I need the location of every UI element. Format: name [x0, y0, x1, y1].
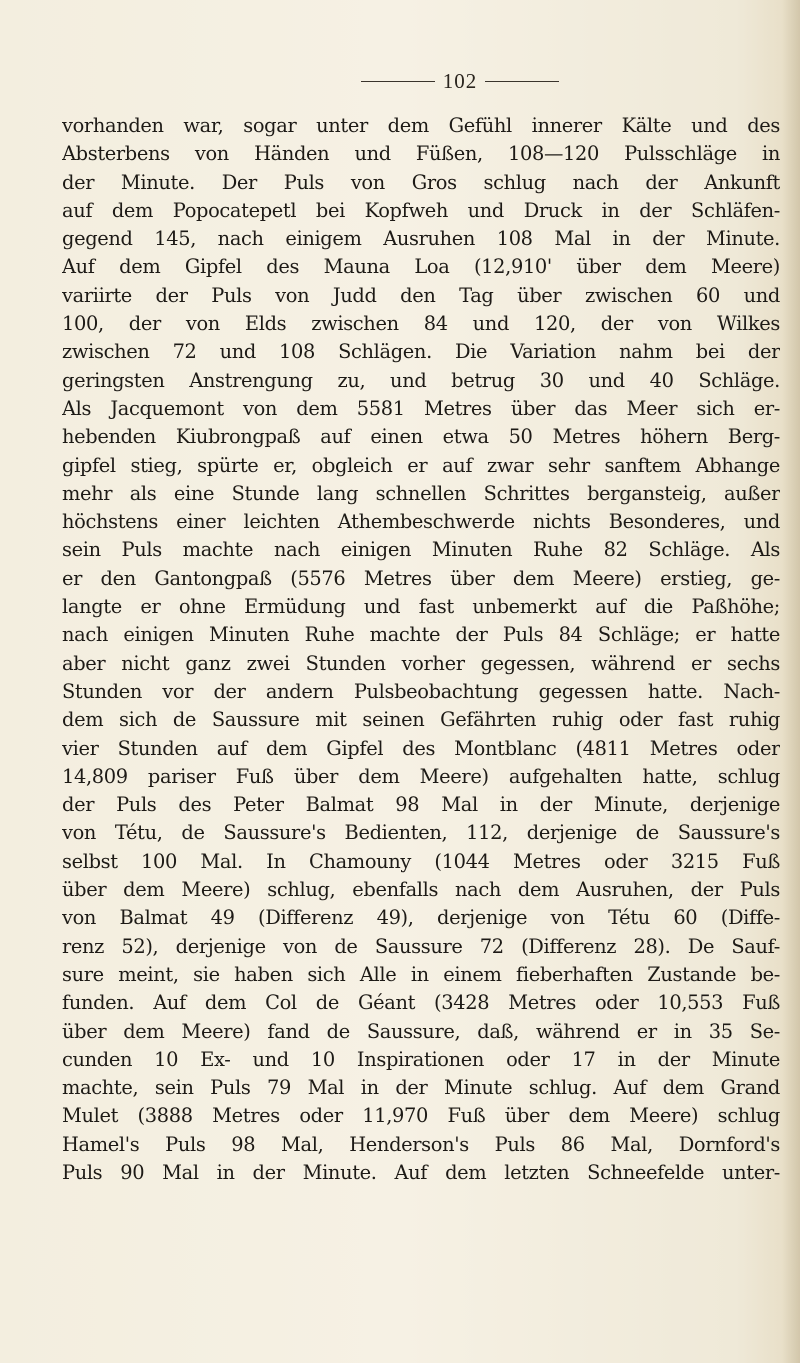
text-line: langte er ohne Ermüdung und fast unbemerkt auf die Paßhöhe; [62, 595, 780, 619]
text-line: Mulet (3888 Metres oder 11,970 Fuß über dem Meere) schlug [62, 1104, 780, 1128]
header-rule-right [485, 81, 559, 82]
text-line: sure meint, sie haben sich Alle in einem fieberhaften Zustande be- [62, 962, 780, 986]
text-line: über dem Meere) schlug, ebenfalls nach dem Ausruhen, der Puls [62, 878, 780, 902]
text-line: von Tétu, de Saussure's Bedienten, 112, derjenige de Saussure's [62, 821, 780, 845]
header-rule-left [361, 81, 435, 82]
text-line: renz 52), derjenige von de Saussure 72 (Differenz 28). De Sauf- [62, 934, 780, 958]
text-line: 100, der von Elds zwischen 84 und 120, der von Wilkes [62, 312, 780, 336]
text-line: über dem Meere) fand de Saussure, daß, während er in 35 Se- [62, 1019, 780, 1043]
text-line: vorhanden war, sogar unter dem Gefühl innerer Kälte und des [62, 114, 780, 137]
text-line: gegend 145, nach einigem Ausruhen 108 Mal in der Minute. [62, 227, 780, 251]
text-line: gipfel stieg, spürte er, obgleich er auf zwar sehr sanftem Abhange [62, 453, 780, 477]
text-line: Puls 90 Mal in der Minute. Auf dem letzten Schneefelde unter- [62, 1160, 780, 1184]
text-line: Stunden vor der andern Pulsbeobachtung gegessen hatte. Nach- [62, 679, 780, 703]
text-line: hebenden Kiubrongpaß auf einen etwa 50 Metres höhern Berg- [62, 425, 780, 449]
text-line: Auf dem Gipfel des Mauna Loa (12,910' über dem Meere) [62, 255, 780, 279]
text-line: höchstens einer leichten Athembeschwerde nichts Besonderes, und [62, 510, 780, 534]
text-line: der Puls des Peter Balmat 98 Mal in der Minute, derjenige [62, 793, 780, 817]
text-line: der Minute. Der Puls von Gros schlug nach der Ankunft [62, 170, 780, 194]
text-line: Absterbens von Händen und Füßen, 108—120 Pulsschläge in [62, 142, 780, 166]
text-line: sein Puls machte nach einigen Minuten Ruhe 82 Schläge. Als [62, 538, 780, 562]
text-line: aber nicht ganz zwei Stunden vorher gegessen, während er sechs [62, 651, 780, 675]
text-line: 14,809 pariser Fuß über dem Meere) aufgehalten hatte, schlug [62, 764, 780, 788]
text-line: vier Stunden auf dem Gipfel des Montblanc (4811 Metres oder [62, 736, 780, 760]
text-line: nach einigen Minuten Ruhe machte der Puls 84 Schläge; er hatte [62, 623, 780, 647]
text-line: selbst 100 Mal. In Chamouny (1044 Metres oder 3215 Fuß [62, 849, 780, 873]
text-line: machte, sein Puls 79 Mal in der Minute schlug. Auf dem Grand [62, 1076, 780, 1100]
text-line: Als Jacquemont von dem 5581 Metres über das Meer sich er- [62, 396, 780, 420]
text-line: Hamel's Puls 98 Mal, Henderson's Puls 86 Mal, Dornford's [62, 1132, 780, 1156]
page-number: 102 [442, 68, 478, 93]
text-line: funden. Auf dem Col de Géant (3428 Metres oder 10,553 Fuß [62, 991, 780, 1015]
text-line: variirte der Puls von Judd den Tag über zwischen 60 und [62, 283, 780, 307]
page-edge-shadow [782, 0, 800, 1363]
text-line: er den Gantongpaß (5576 Metres über dem Meere) erstieg, ge- [62, 566, 780, 590]
page-header [300, 66, 620, 96]
text-line: zwischen 72 und 108 Schlägen. Die Variation nahm bei der [62, 340, 780, 364]
text-line: dem sich de Saussure mit seinen Gefährten ruhig oder fast ruhig [62, 708, 780, 732]
text-line: geringsten Anstrengung zu, und betrug 30 und 40 Schläge. [62, 368, 780, 392]
text-line: auf dem Popocatepetl bei Kopfweh und Druck in der Schläfen- [62, 198, 780, 222]
text-line: mehr als eine Stunde lang schnellen Schrittes bergansteig, außer [62, 481, 780, 505]
body-text [62, 112, 780, 1187]
text-line: von Balmat 49 (Differenz 49), derjenige von Tétu 60 (Diffe- [62, 906, 780, 930]
text-line: cunden 10 Ex- und 10 Inspirationen oder 17 in der Minute [62, 1047, 780, 1071]
